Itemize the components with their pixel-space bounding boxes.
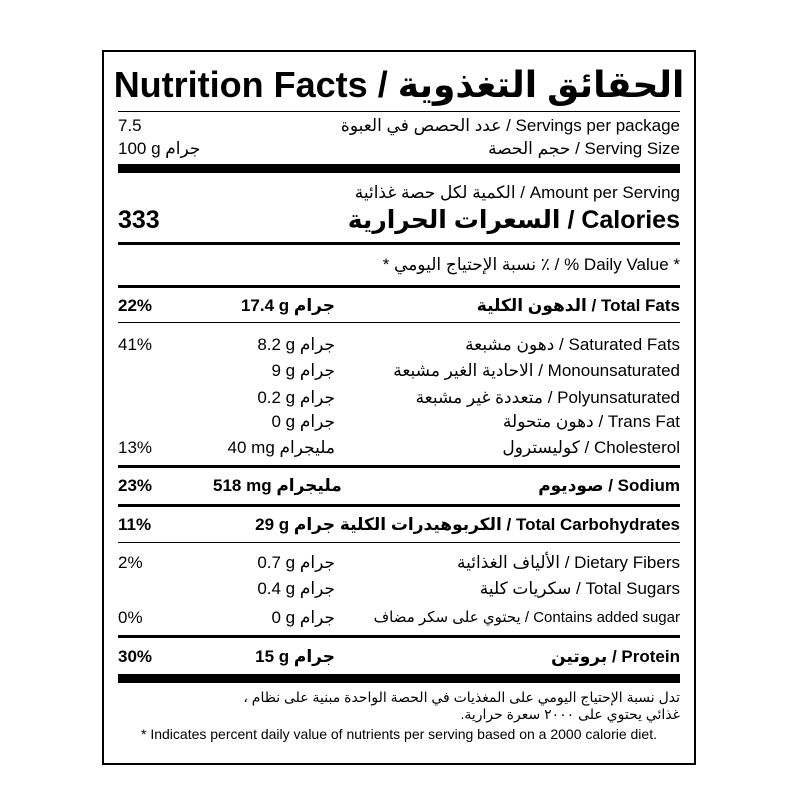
nutrient-label: الكربوهيدرات الكلية / Total Carbohydrates: [339, 515, 680, 534]
daily-value-header-row: [118, 253, 680, 277]
nutrient-label: سكريات كلية / Total Sugars: [479, 579, 680, 598]
nutrient-amount: 40 mg مليجرام: [227, 438, 335, 457]
nutrient-row-polyunsaturated: [118, 386, 680, 410]
nutrient-amount: 29 g جرام: [255, 515, 335, 534]
daily-value-header: * نسبة الإحتياج اليومي ٪ / % Daily Value *: [382, 255, 680, 274]
footnote-arabic-line-1: تدل نسبة الإحتياج اليومي على المغذيات في الحصة الواحدة مبنية على نظام ،: [243, 689, 680, 705]
nutrient-amount: 0.2 g جرام: [257, 388, 335, 407]
servings-per-package-value: 7.5: [118, 116, 142, 135]
divider-medium: [118, 504, 680, 507]
nutrient-dv: 11%: [118, 515, 152, 534]
nutrition-facts-label: [102, 50, 696, 765]
divider-thick: [118, 164, 680, 173]
nutrient-label: دهون مشبعة / Saturated Fats: [465, 335, 680, 354]
servings-per-package-row: [118, 114, 680, 138]
footnote-english: * Indicates percent daily value of nutrients per serving based on a 2000 calorie diet.: [141, 726, 657, 742]
amount-per-serving-row: [118, 181, 680, 205]
nutrient-label: متعددة غير مشبعة / Polyunsaturated: [415, 388, 680, 407]
nutrient-amount: 17.4 g جرام: [240, 296, 335, 315]
calories-label: السعرات الحرارية / Calories: [347, 206, 680, 234]
nutrient-row-total-carbohydrates: [118, 513, 680, 537]
nutrient-row-monounsaturated: [118, 359, 680, 383]
nutrient-amount: 0 g جرام: [271, 608, 335, 627]
divider-medium: [118, 242, 680, 245]
nutrient-amount: 8.2 g جرام: [257, 335, 335, 354]
nutrient-row-total-sugars: [118, 577, 680, 601]
nutrient-row-dietary-fibers: [118, 551, 680, 575]
nutrient-row-cholesterol: [118, 436, 680, 460]
nutrient-label: كوليسترول / Cholesterol: [502, 438, 680, 457]
serving-size-label: حجم الحصة / Serving Size: [488, 139, 680, 158]
serving-size-row: [118, 137, 680, 161]
nutrient-dv: 30%: [118, 647, 153, 666]
nutrient-amount: 0.4 g جرام: [257, 579, 335, 598]
nutrient-amount: 0 g جرام: [271, 412, 335, 431]
nutrient-label: الدهون الكلية / Total Fats: [476, 296, 680, 315]
nutrient-row-sodium: [118, 474, 680, 498]
nutrient-label: بروتين / Protein: [551, 647, 680, 666]
nutrient-row-protein: [118, 645, 680, 669]
nutrient-label: دهون متحولة / Trans Fat: [502, 412, 680, 431]
divider: [118, 542, 680, 543]
divider-medium: [118, 635, 680, 638]
nutrient-dv: 0%: [118, 608, 143, 627]
nutrient-amount: 518 mg مليجرام: [213, 476, 342, 495]
nutrient-dv: 23%: [118, 476, 153, 495]
nutrient-amount: 0.7 g جرام: [257, 553, 335, 572]
nutrient-amount: 15 g جرام: [255, 647, 335, 666]
nutrient-row-total-fats: [118, 294, 680, 318]
footnote-arabic-line-2: غذائي يحتوي على ٢٠٠٠ سعرة حرارية.: [460, 706, 680, 722]
divider-thick: [118, 674, 680, 683]
calories-value: 333: [118, 206, 160, 234]
serving-size-value: 100 g جرام: [118, 139, 201, 158]
divider: [118, 322, 680, 323]
nutrient-dv: 13%: [118, 438, 153, 457]
calories-row: [118, 205, 680, 235]
nutrient-amount: 9 g جرام: [271, 361, 335, 380]
nutrient-label: الاحادية الغير مشبعة / Monounsaturated: [393, 361, 680, 380]
nutrient-dv: 41%: [118, 335, 153, 354]
nutrient-row-trans-fat: [118, 410, 680, 434]
divider-medium: [118, 465, 680, 468]
nutrient-dv: 2%: [118, 553, 143, 572]
servings-per-package-label: عدد الحصص في العبوة / Servings per package: [340, 116, 680, 135]
nutrient-row-saturated-fats: [118, 333, 680, 357]
nutrient-label: صوديوم / Sodium: [538, 476, 680, 495]
nutrient-row-added-sugar: [118, 606, 680, 630]
nutrient-label: الألياف الغذائية / Dietary Fibers: [457, 553, 680, 572]
nutrient-dv: 22%: [118, 296, 153, 315]
divider-medium: [118, 285, 680, 288]
amount-per-serving-label: الكمية لكل حصة غذائية / Amount per Serving: [354, 183, 680, 202]
nutrient-label: يحتوي على سكر مضاف / Contains added sugar: [373, 609, 680, 626]
divider: [118, 111, 680, 112]
label-title: Nutrition Facts / الحقائق التغذوية: [113, 64, 685, 105]
